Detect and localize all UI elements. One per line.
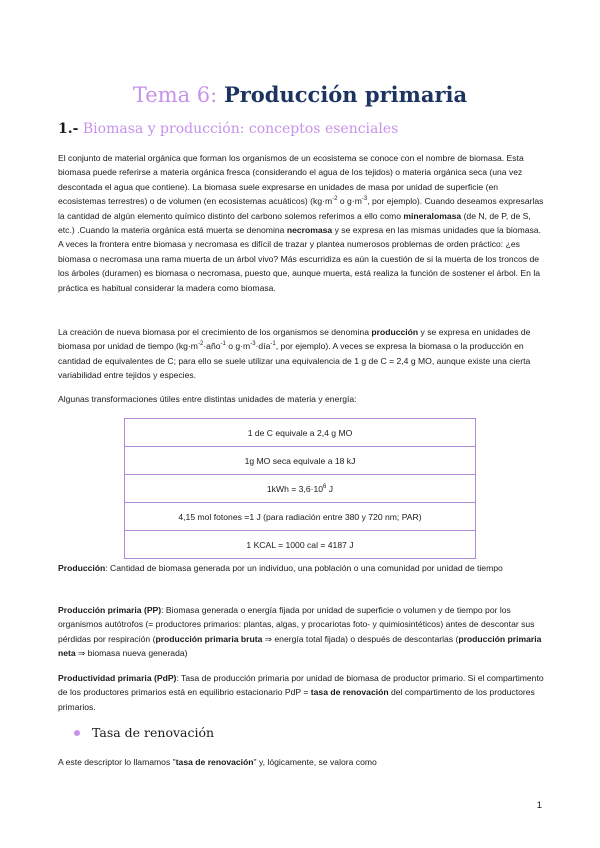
- section-heading: [58, 121, 398, 137]
- section-number: 1.-: [58, 121, 79, 137]
- table-row: [125, 419, 476, 447]
- page-number: 1: [536, 800, 542, 811]
- table-cell: 1 de C equivale a 2,4 g MO: [125, 419, 476, 447]
- definition-produccion-primaria: Producción primaria (PP): Biomasa generada o energía fijada por unidad de superficie o volumen y de tiempo por los organismos autótrofos (= productores primarios: plantas, algas, y procariotas foto- y quimiosintéticos) antes de descontar sus pérdidas por respiración (producción primaria bruta ⇒ energía total fijada) o después de descontarlas (producción primaria neta ⇒ biomasa nueva generada): [58, 605, 542, 659]
- table-row: [125, 475, 476, 503]
- conversion-table: [124, 418, 476, 559]
- paragraph-produccion: La creación de nueva biomasa por el crecimiento de los organismos se denomina producción y se expresa en unidades de biomasa por unidad de tiempo ($kg\cdot m^{-2}\cdot año^{-1}$ o $g\cdot m^{-3}\cdot día^{-1}$, por ejemplo). A veces se expresa la biomasa o la producción en cantidad de equivalentes de C; para ello se suele utilizar una equivalencia de 1 g de C = 2,4 g MO, aunque existe una cierta variabilidad entre tejidos y especies.: [58, 327, 531, 381]
- title-main: Producción primaria: [223, 82, 468, 107]
- bullet-dot-icon: [74, 730, 80, 736]
- paragraph-transformaciones: Algunas transformaciones útiles entre distintas unidades de materia y energía:: [58, 394, 357, 404]
- table-row: [125, 503, 476, 531]
- title-prefix: Tema 6:: [132, 83, 218, 107]
- definition-productividad-primaria: Productividad primaria (PdP): Tasa de producción primaria por unidad de biomasa de productor primario. Si el compartimento de los productores primarios está en equilibrio estacionario PdP = tasa de renovación del compartimento de los productores primarios.: [58, 673, 544, 712]
- table-cell: 4,15 mol fotones =1 J (para radiación entre 380 y 720 nm; PAR): [125, 503, 476, 531]
- table-cell: 1g MO seca equivale a 18 kJ: [125, 447, 476, 475]
- paragraph-biomasa: El conjunto de material orgánica que forman los organismos de un ecosistema se conoce con el nombre de biomasa. Esta biomasa puede referirse a materia orgánica fresca (considerando el agua de los tejidos) o materia orgánica seca (una vez descontada el agua que contiene). La biomasa suele expresarse en unidades de masa por unidad de superficie (en ecosistemas terrestres) o de volumen (en ecosistemas acuáticos) ($kg\cdot m^{-2}$ o $g\cdot m^{-3}$, por ejemplo). Cuando deseamos expresarlas la cantidad de algún elemento químico distinto del carbono solemos referimos a ello como mineralomasa (de N, de P, de S, etc.) .Cuando la materia orgánica está muerta se denomina necromasa y se expresa en las mismas unidades que la biomasa. A veces la frontera entre biomasa y necromasa es difícil de trazar y plantea numerosos problemas de orden práctico: ¿es biomasa o necromasa una rama muerta de un árbol vivo? Más escurridiza es aún la cuestión de si la muerta de los troncos de los árboles (duramen) es biomasa o necromasa, puesto que, aunque muerta, está realiza la función de sostener el árbol. En la práctica es habitual considerar la madera como biomasa.: [58, 153, 544, 293]
- bullet-heading: [74, 725, 214, 740]
- definition-produccion: Producción: Cantidad de biomasa generada por un individuo, una población o una comunidad por unidad de tiempo: [58, 563, 503, 573]
- bullet-label: Tasa de renovación: [92, 725, 215, 740]
- table-cell: $1kWh = 3,6\cdot 10^6$ J: [125, 475, 476, 503]
- table-row: [125, 447, 476, 475]
- section-title: Biomasa y producción: conceptos esenciales: [82, 121, 399, 137]
- paragraph-tasa-renovacion: A este descriptor lo llamamos "tasa de renovación" y, lógicamente, se valora como: [58, 757, 377, 767]
- page-title: [0, 82, 600, 107]
- table-cell: 1 KCAL = 1000 cal = 4187 J: [125, 531, 476, 559]
- table-row: [125, 531, 476, 559]
